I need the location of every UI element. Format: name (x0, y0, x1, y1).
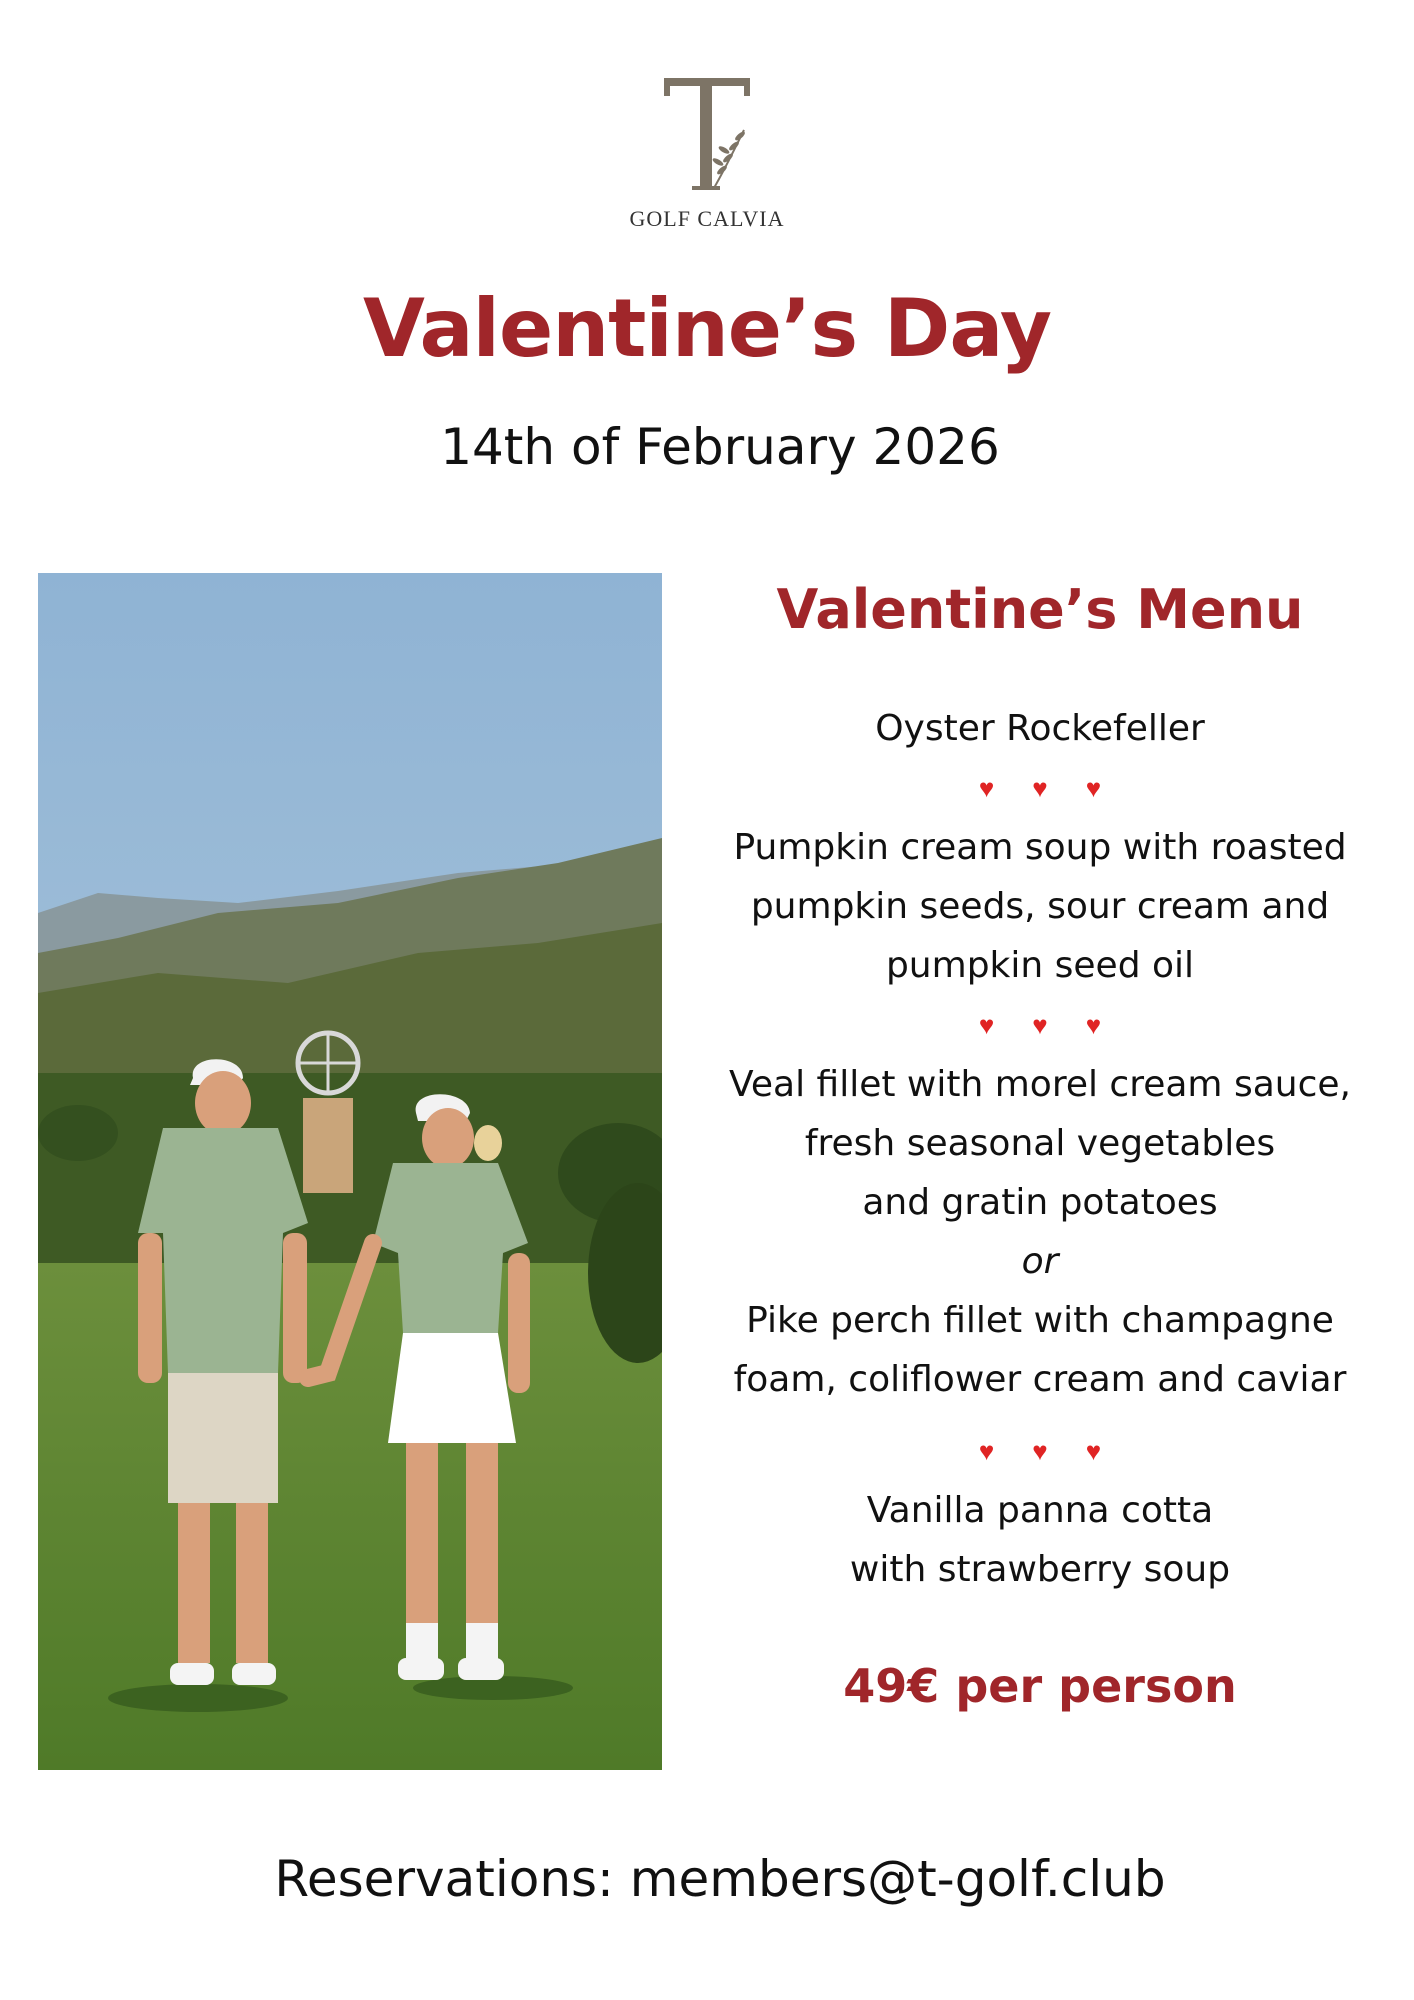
course-dessert (700, 1481, 1380, 1599)
heart-icon: ♥ (978, 773, 995, 803)
dish-line: Pumpkin cream soup with roasted (733, 827, 1347, 868)
price-label: 49€ per person (843, 1659, 1237, 1713)
page-title: Valentine’s Day (363, 282, 1051, 375)
menu-title: Valentine’s Menu (776, 578, 1304, 641)
heart-separator (700, 1421, 1380, 1481)
reservations-contact[interactable]: Reservations: members@t-golf.club (274, 1850, 1166, 1908)
dish-line: Pike perch fillet with champagne (746, 1300, 1334, 1341)
heart-icon: ♥ (1032, 773, 1048, 803)
heart-separator (700, 758, 1380, 818)
dish-line: and gratin potatoes (862, 1182, 1218, 1223)
dish-line: Oyster Rockefeller (875, 708, 1205, 749)
dish-line: pumpkin seed oil (885, 945, 1195, 986)
heart-icon: ♥ (978, 1010, 995, 1040)
brand-name: GOLF CALVIA (629, 206, 785, 231)
heart-separator (700, 995, 1380, 1055)
course-soup (700, 818, 1380, 995)
heart-icon: ♥ (1085, 1010, 1102, 1040)
dish-line: with strawberry soup (849, 1549, 1231, 1590)
dish-line: foam, coliflower cream and caviar (733, 1359, 1347, 1400)
menu-panel (700, 578, 1380, 1713)
or-label: or (1021, 1241, 1059, 1282)
brand-logo (607, 70, 807, 240)
dish-line: fresh seasonal vegetables (804, 1123, 1276, 1164)
course-main (700, 1055, 1380, 1409)
heart-icon: ♥ (1032, 1436, 1048, 1466)
t-monogram-icon (652, 70, 762, 200)
dish-line: pumpkin seeds, sour cream and (750, 886, 1330, 927)
course-starter (700, 699, 1380, 758)
heart-icon: ♥ (1032, 1010, 1048, 1040)
heart-icon: ♥ (1085, 773, 1102, 803)
heart-icon: ♥ (1085, 1436, 1102, 1466)
heart-icon: ♥ (978, 1436, 995, 1466)
dish-line: Vanilla panna cotta (866, 1490, 1214, 1531)
dish-line: Veal fillet with morel cream sauce, (729, 1064, 1351, 1105)
event-date: 14th of February 2026 (440, 418, 1000, 476)
couple-on-golf-course-photo (38, 573, 662, 1770)
